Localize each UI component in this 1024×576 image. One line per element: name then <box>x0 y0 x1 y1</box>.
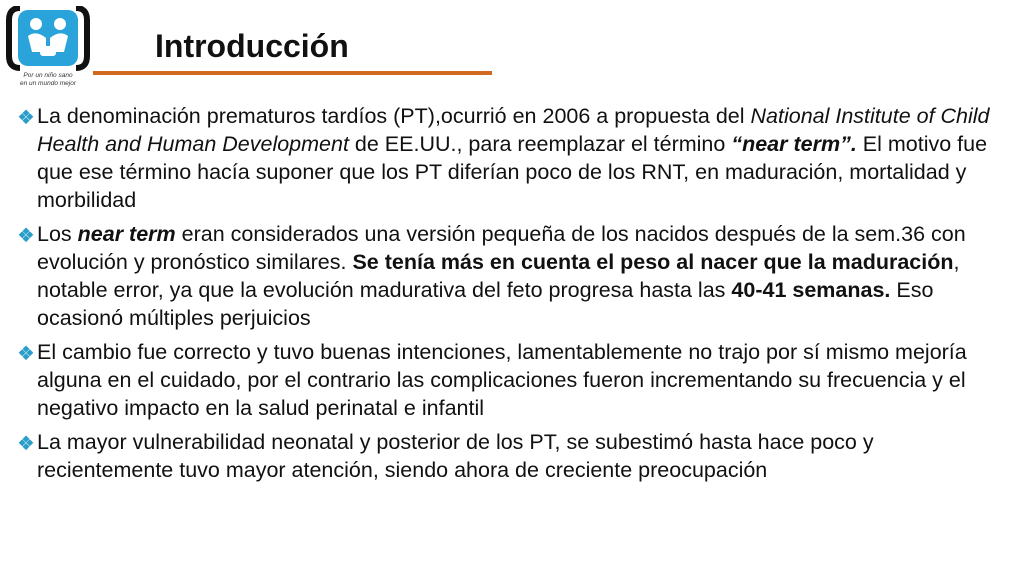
diamond-bullet-icon <box>18 109 34 125</box>
logo <box>6 6 90 88</box>
bullet-text-segment: National Institute of Child Health and Human Development <box>37 104 990 156</box>
bullet-item <box>18 102 1008 214</box>
bullet-text-segment: 40-41 semanas. <box>731 278 891 302</box>
page-title: Introducción <box>155 28 349 64</box>
logo-tagline <box>6 72 90 88</box>
bullet-item <box>18 428 1008 484</box>
bullet-item <box>18 220 1008 332</box>
bullet-text-segment: El cambio fue correcto y tuvo buenas intenciones, lamentablemente no trajo por sí mismo mejoría alguna en el cuidado, por el contrario las complicaciones fueron incrementando su frecuencia y el negativo impacto en la salud perinatal e infantil <box>37 340 967 420</box>
bullet-text-segment: Los <box>37 222 78 246</box>
bullet-list <box>18 102 1008 490</box>
bullet-text-segment: , notable error, ya que la evolución madurativa del feto progresa hasta las <box>37 250 960 302</box>
bullet-text-segment: de EE.UU., para reemplazar el término <box>348 132 732 156</box>
bullet-text-segment: eran considerados una versión pequeña de los nacidos después de la sem.36 con evolución y pronóstico similares. <box>37 222 966 274</box>
bullet-text-segment: La denominación prematuros tardíos (PT),ocurrió en 2006 a propuesta del <box>37 104 751 128</box>
bullet-text-segment: “near term”. <box>731 132 857 156</box>
diamond-bullet-icon <box>18 345 34 361</box>
tagline-line-2: en un mundo mejor <box>19 80 76 87</box>
title-underline <box>93 71 492 75</box>
bullet-text-segment: near term <box>77 222 176 246</box>
bullet-text-segment: Eso ocasionó múltiples perjuicios <box>37 278 934 330</box>
diamond-bullet-icon <box>18 435 34 451</box>
bullet-item <box>18 338 1008 422</box>
bullet-text-segment: El motivo fue que ese término hacía suponer que los PT diferían poco de los RNT, en maduración, mortalidad y morbilidad <box>37 132 988 212</box>
tagline-line-1: Por un niño sano <box>23 72 73 79</box>
bullet-text-segment: Se tenía más en cuenta el peso al nacer que la maduración <box>352 250 954 274</box>
bullet-text-segment: La mayor vulnerabilidad neonatal y posterior de los PT, se subestimó hasta hace poco y recientemente tuvo mayor atención, siendo ahora de creciente preocupación <box>37 430 874 482</box>
diamond-bullet-icon <box>18 227 34 243</box>
logo-mark-icon <box>6 6 90 72</box>
